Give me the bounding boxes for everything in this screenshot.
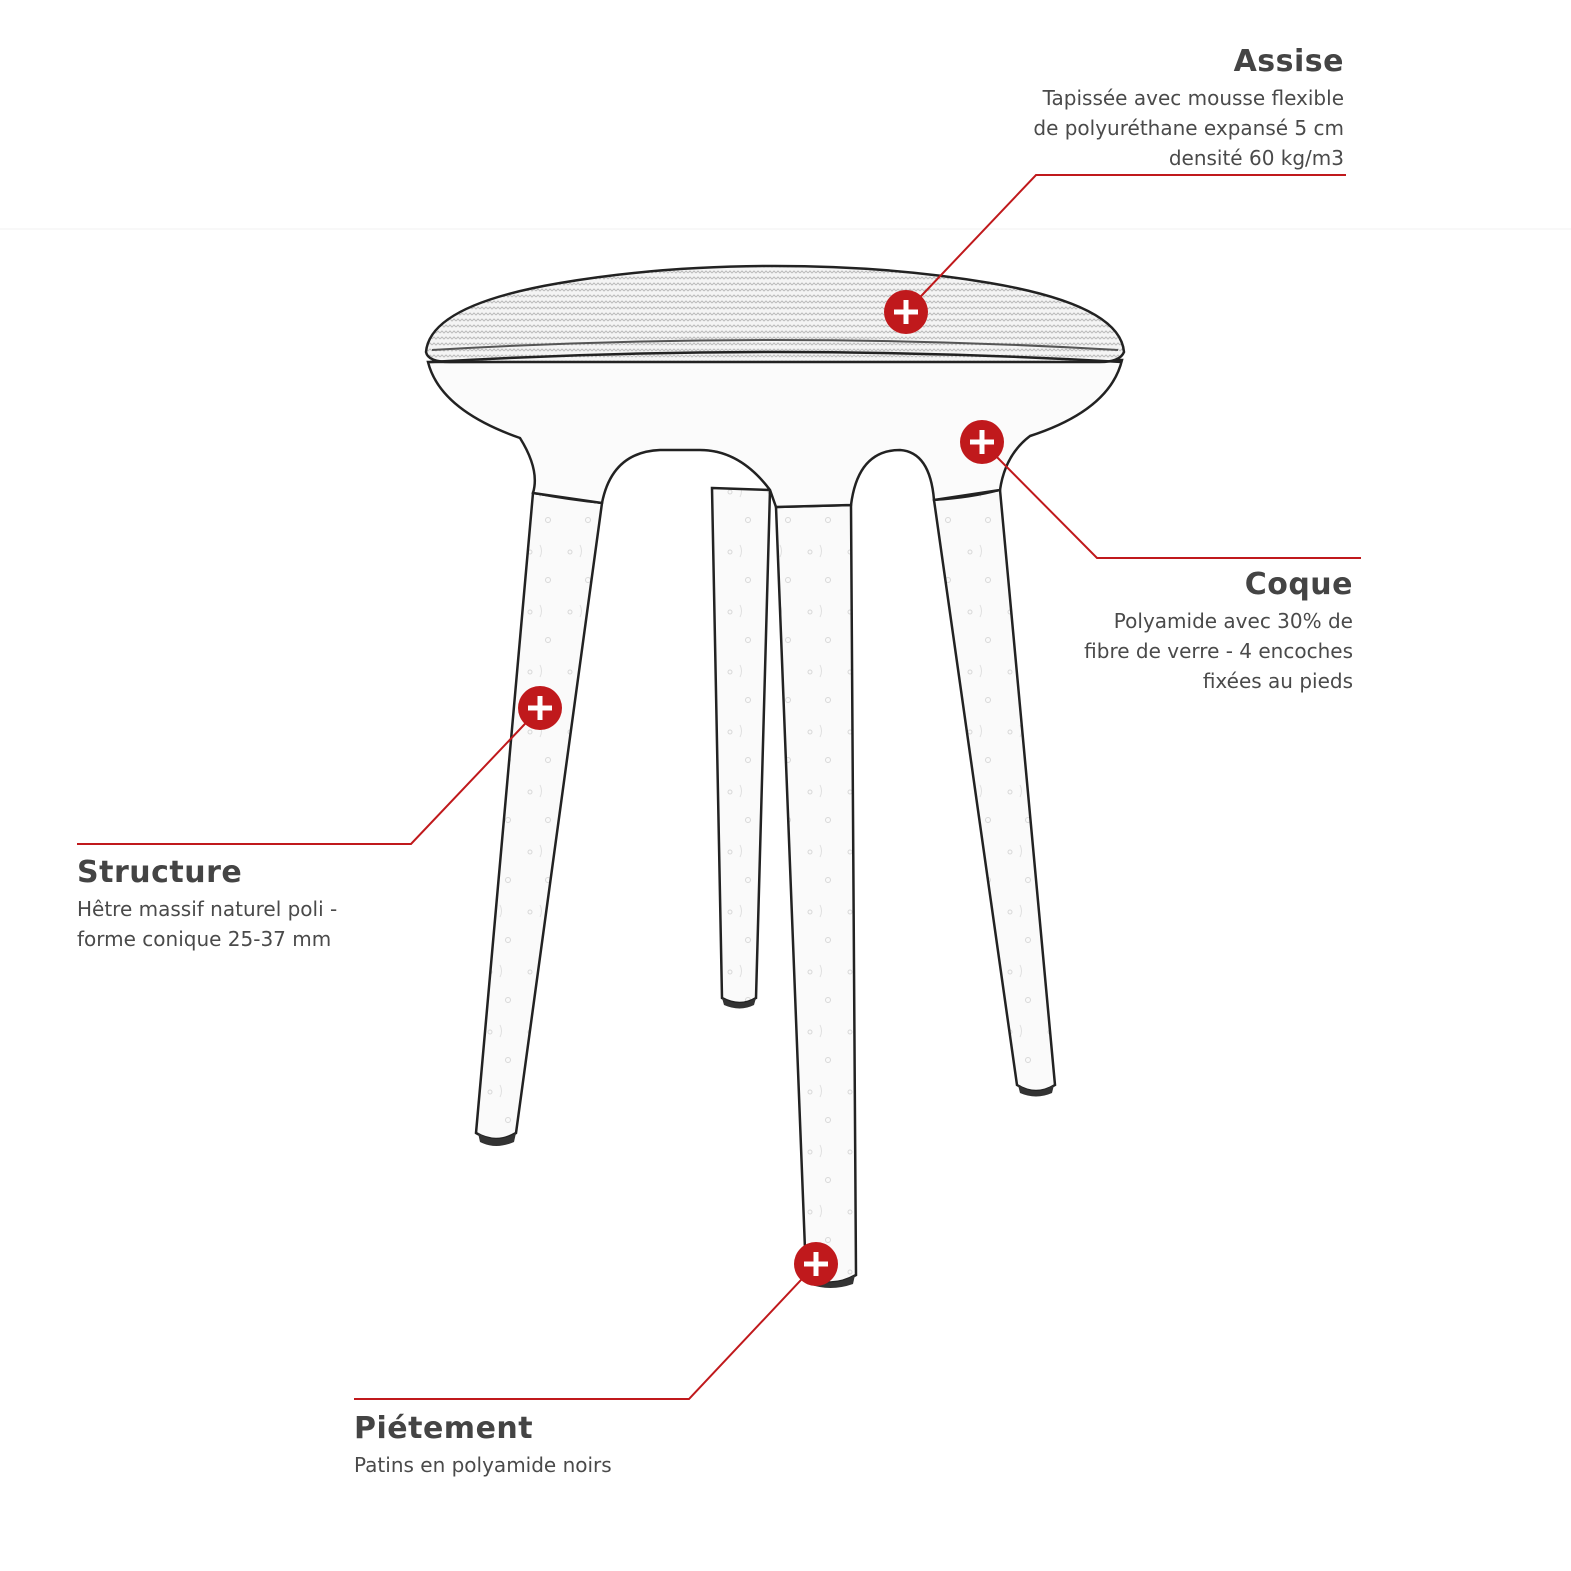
shell	[428, 360, 1122, 507]
callout-text: Tapissée avec mousse flexible	[1042, 86, 1344, 110]
callout-title: Coque	[1244, 567, 1353, 602]
callout-assise	[924, 44, 1344, 173]
callout-text: Polyamide avec 30% de	[1113, 609, 1353, 633]
leader-line-coque	[982, 442, 1361, 558]
callout-pietement	[354, 1411, 774, 1480]
callout-structure	[77, 855, 477, 954]
leader-line-pietement	[354, 1264, 816, 1399]
callout-text: forme conique 25-37 mm	[77, 927, 332, 951]
plus-circle-icon[interactable]	[960, 420, 1004, 464]
callout-coque	[933, 567, 1353, 696]
callout-text: Patins en polyamide noirs	[354, 1453, 612, 1477]
left-leg	[476, 493, 602, 1139]
callout-text: fibre de verre - 4 encoches	[1084, 639, 1353, 663]
front-leg	[776, 505, 856, 1283]
back-leg	[712, 488, 770, 1003]
plus-circle-icon[interactable]	[518, 686, 562, 730]
plus-circle-icon[interactable]	[884, 290, 928, 334]
plus-circle-icon[interactable]	[794, 1242, 838, 1286]
callout-text: densité 60 kg/m3	[1168, 146, 1344, 170]
callout-text: fixées au pieds	[1202, 669, 1353, 693]
callout-title: Structure	[77, 855, 243, 890]
leader-line-structure	[77, 708, 540, 844]
callout-text: de polyuréthane expansé 5 cm	[1033, 116, 1344, 140]
callout-title: Assise	[1233, 44, 1344, 79]
callout-title: Piétement	[354, 1411, 534, 1446]
callout-text: Hêtre massif naturel poli -	[77, 897, 338, 921]
seat-cushion	[426, 266, 1124, 362]
